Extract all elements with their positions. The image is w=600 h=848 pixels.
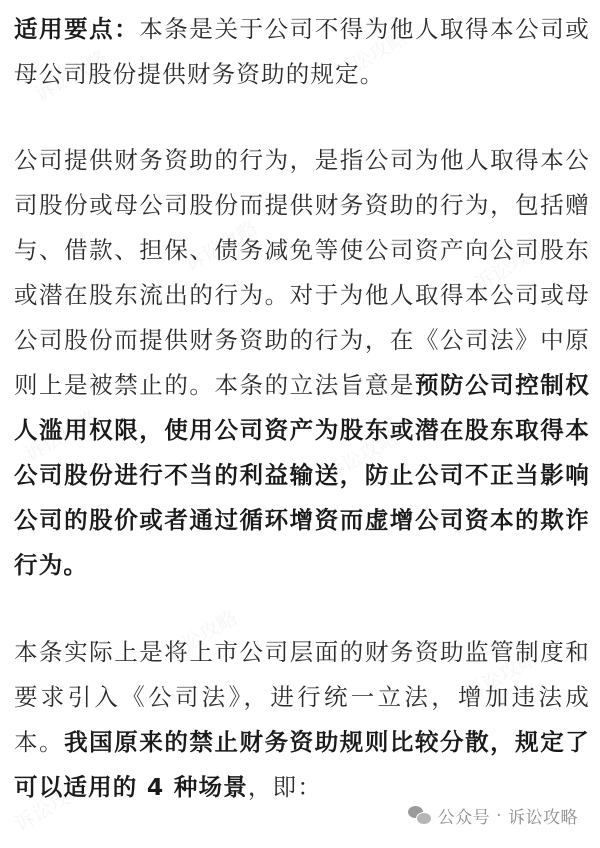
paragraph-emphasis: 预防公司控制权人滥用权限，使用公司资产为股东或潜在股东取得本公司股份进行不当的利益输送，防止公司不正当影响公司的股价或者通过循环增资而虚增公司资本的欺诈行为。 <box>14 371 591 579</box>
paragraph-text: 本条是关于公司不得为他人取得本公司或母公司股份提供财务资助的规定。 <box>14 15 590 88</box>
platform-label: 公众号 <box>437 808 491 828</box>
paragraph-emphasis: 我国原来的禁止财务资助规则比较分散，规定了可以适用的 4 种场景 <box>14 728 590 801</box>
paragraph-applicability <box>14 7 590 97</box>
paragraph-text: 本条实际上是将上市公司层面的财务资助监管制度和要求引入《公司法》，进行统一立法，增加违法成本。 <box>14 638 590 756</box>
account-name: 诉讼攻略 <box>508 808 578 828</box>
paragraph-definition <box>14 138 590 588</box>
source-watermark <box>408 803 578 828</box>
paragraph-background <box>14 630 590 810</box>
separator-dot: · <box>496 805 502 826</box>
label-applicability: 适用要点： <box>14 15 140 43</box>
wechat-icon <box>408 806 432 826</box>
paragraph-text-tail: ，即： <box>247 773 323 801</box>
paragraph-text: 公司提供财务资助的行为，是指公司为他人取得本公司股份或母公司股份而提供财务资助的行为，包括赠与、借款、担保、债务减免等使公司资产向公司股东或潜在股东流出的行为。对于为他人取得本公司或母公司股份而提供财务资助的行为，在《公司法》中原则上是被禁止的。本条的立法旨意是 <box>14 146 590 399</box>
